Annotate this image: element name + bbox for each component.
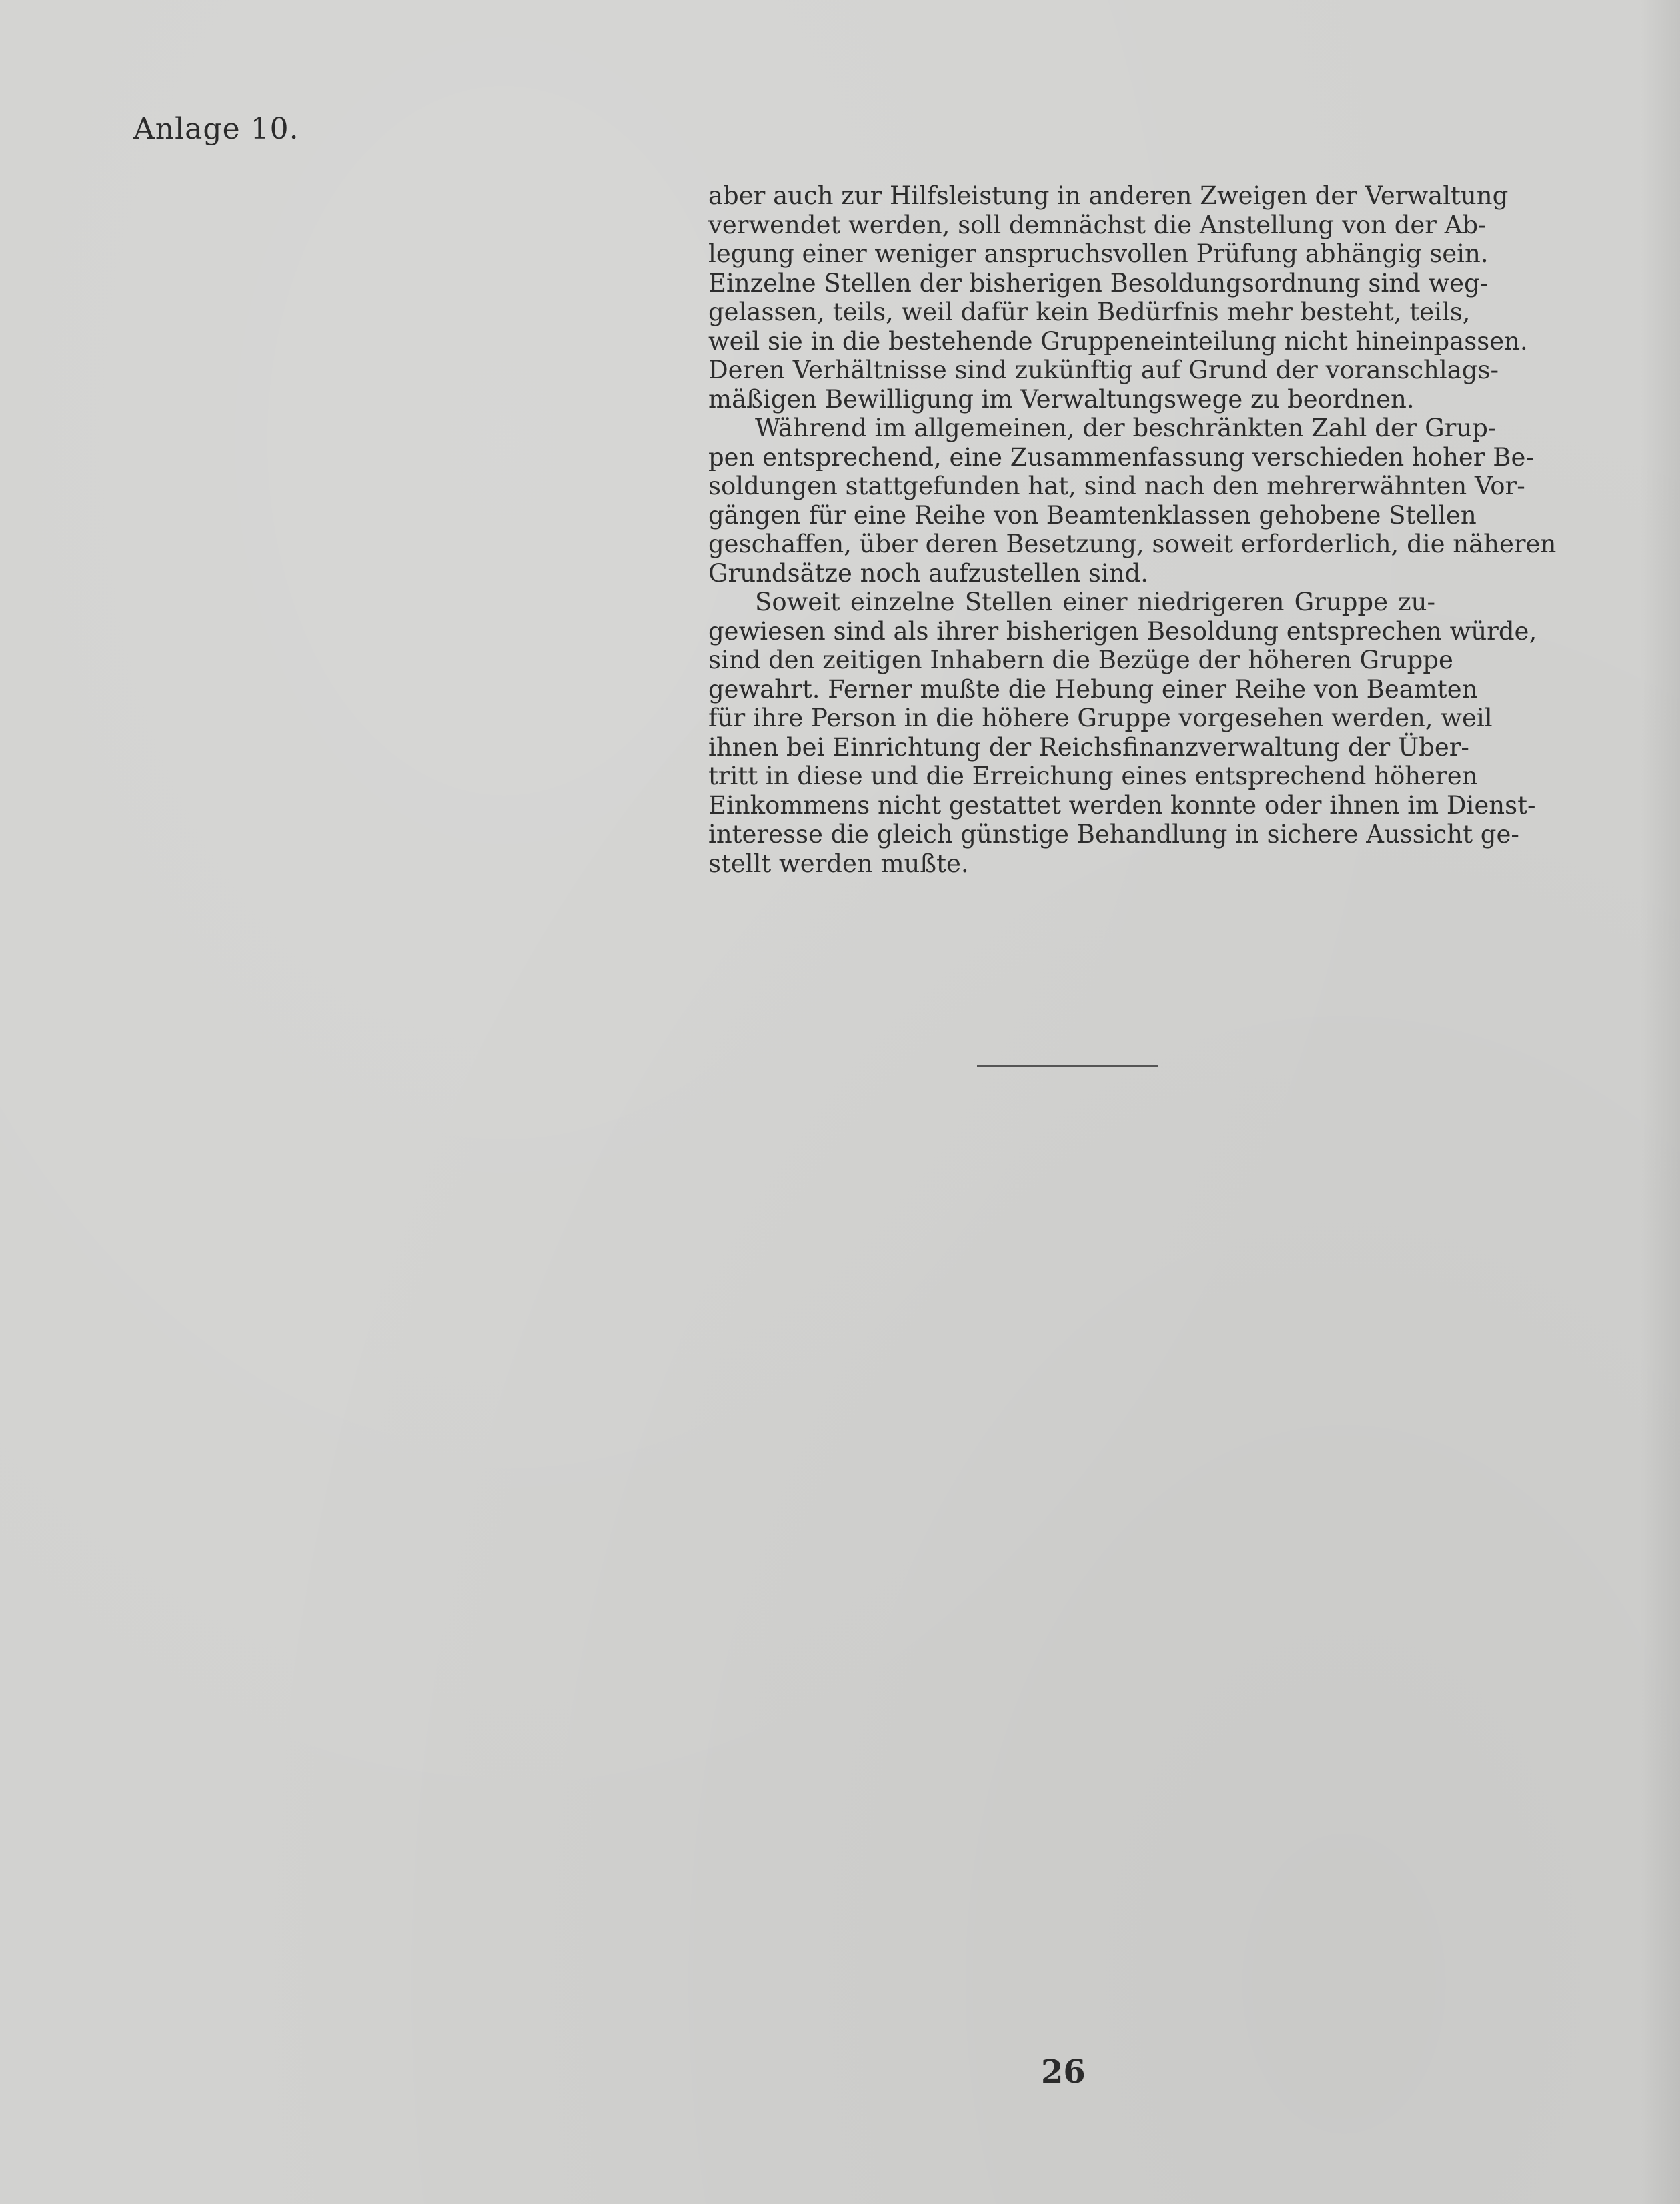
- text-line: gängen für eine Reihe von Beamtenklassen gehobene Stellen: [708, 500, 1477, 530]
- text-line: für ihre Person in die höhere Gruppe vorgesehen werden, weil: [708, 704, 1493, 732]
- text-line: gewahrt. Ferner mußte die Hebung einer Reihe von Beamten: [708, 674, 1478, 704]
- text-line: ihnen bei Einrichtung der Reichsfinanzverwaltung der Über-: [708, 732, 1469, 762]
- text-line: tritt in diese und die Erreichung eines entsprechend höheren: [708, 762, 1478, 790]
- text-line: Während im allgemeinen, der beschränkten Zahl der Grup-: [755, 414, 1497, 442]
- section-divider: [977, 1065, 1158, 1067]
- text-line: verwendet werden, soll demnächst die Anstellung von der Ab-: [708, 210, 1487, 239]
- text-line: stellt werden mußte.: [708, 849, 969, 878]
- text-line: aber auch zur Hilfsleistung in anderen Zweigen der Verwaltung: [708, 181, 1509, 210]
- page-number: 26: [1041, 2053, 1086, 2091]
- text-line: interesse die gleich günstige Behandlung in sichere Aussicht ge-: [708, 820, 1519, 849]
- text-line: mäßigen Bewilligung im Verwaltungswege zu beordnen.: [708, 384, 1415, 414]
- text-line: weil sie in die bestehende Gruppeneinteilung nicht hineinpassen.: [708, 326, 1528, 356]
- text-line: gelassen, teils, weil dafür kein Bedürfnis mehr besteht, teils,: [708, 298, 1471, 326]
- text-line: gewiesen sind als ihrer bisherigen Besoldung entsprechen würde,: [708, 616, 1537, 646]
- text-line: Einzelne Stellen der bisherigen Besoldungsordnung sind weg-: [708, 268, 1489, 298]
- text-line: legung einer weniger anspruchsvollen Prüfung abhängig sein.: [708, 239, 1489, 268]
- text-line: pen entsprechend, eine Zusammenfassung verschieden hoher Be-: [708, 442, 1534, 472]
- text-line: geschaffen, über deren Besetzung, soweit erforderlich, die näheren: [708, 530, 1557, 558]
- text-line: sind den zeitigen Inhabern die Bezüge der höheren Gruppe: [708, 646, 1453, 674]
- page-edge-shadow: [1640, 0, 1680, 2204]
- text-line: soldungen stattgefunden hat, sind nach den mehrerwähnten Vor-: [708, 472, 1525, 500]
- body-text: [708, 181, 1557, 922]
- text-line: Deren Verhältnisse sind zukünftig auf Grund der voranschlags-: [708, 356, 1499, 384]
- text-line: Soweit einzelne Stellen einer niedrigeren Gruppe zu-: [755, 588, 1435, 616]
- page-header: Anlage 10.: [133, 112, 299, 146]
- text-line: Einkommens nicht gestattet werden konnte oder ihnen im Dienst-: [708, 790, 1536, 820]
- text-line: Grundsätze noch aufzustellen sind.: [708, 558, 1148, 588]
